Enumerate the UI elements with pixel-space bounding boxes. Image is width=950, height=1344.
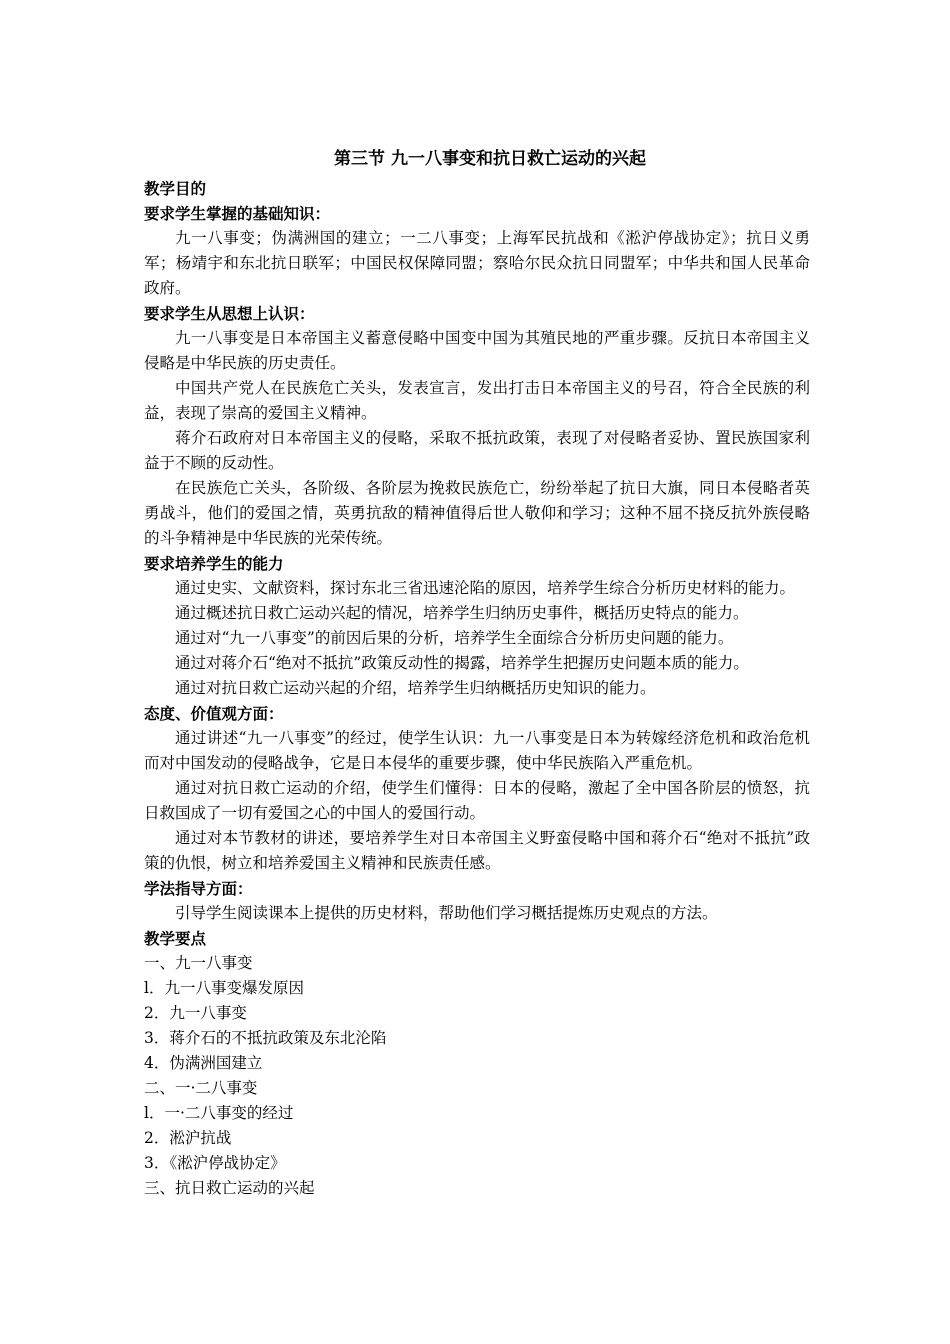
paragraph: 蒋介石政府对日本帝国主义的侵略，采取不抵抗政策，表现了对侵略者妥协、置民族国家利益于不顾的反动性。	[144, 429, 810, 472]
subheading-basic-knowledge: 要求学生掌握的基础知识：	[144, 204, 331, 223]
subheading-ideological-understanding: 要求学生从思想上认识：	[144, 304, 315, 323]
paragraph: 九一八事变；伪满洲国的建立；一二八事变；上海军民抗战和《淞沪停战协定》；抗日义勇军；杨靖宇和东北抗日联军；中国民权保障同盟；察哈尔民众抗日同盟军；中华共和国人民革命政府。	[144, 229, 810, 297]
paragraph: 引导学生阅读课本上提供的历史材料，帮助他们学习概括提炼历史观点的方法。	[175, 904, 718, 922]
document-body	[144, 146, 810, 1201]
outline-item: 二、一·二八事变	[144, 1079, 258, 1097]
outline-item: 3．蒋介石的不抵抗政策及东北沦陷	[144, 1029, 387, 1047]
document-title: 第三节 九一八事变和抗日救亡运动的兴起	[334, 149, 646, 169]
paragraph: 通过概述抗日救亡运动兴起的情况，培养学生归纳历史事件，概括历史特点的能力。	[175, 604, 749, 622]
paragraph: 通过史实、文献资料，探讨东北三省迅速沦陷的原因，培养学生综合分析历史材料的能力。	[175, 579, 796, 597]
paragraph: 通过对抗日救亡运动兴起的介绍，培养学生归纳概括历史知识的能力。	[175, 679, 656, 697]
paragraph: 在民族危亡关头，各阶级、各阶层为挽救民族危亡，纷纷举起了抗日大旗，同日本侵略者英勇战斗，他们的爱国之情，英勇抗敌的精神值得后世人敬仰和学习；这种不屈不挠反抗外族侵略的斗争精神是中华民族的光荣传统。	[144, 479, 810, 547]
section-heading-teaching-goals: 教学目的	[144, 179, 207, 198]
outline-item: l．一·二八事变的经过	[144, 1104, 294, 1122]
subheading-attitudes-values: 态度、价值观方面：	[144, 704, 284, 723]
outline-item: 3．《淞沪停战协定》	[144, 1154, 286, 1172]
outline-item: 2．淞沪抗战	[144, 1129, 232, 1147]
outline-item: 三、抗日救亡运动的兴起	[144, 1179, 315, 1197]
outline-item: 一、九一八事变	[144, 954, 253, 972]
paragraph: 通过讲述“九一八事变”的经过，使学生认识：九一八事变是日本为转嫁经济危机和政治危机而对中国发动的侵略战争，它是日本侵华的重要步骤，使中华民族陷入严重危机。	[144, 729, 810, 772]
subheading-abilities: 要求培养学生的能力	[144, 554, 284, 573]
outline-item: l．九一八事变爆发原因	[144, 979, 304, 997]
paragraph: 通过对蒋介石“绝对不抵抗”政策反动性的揭露，培养学生把握历史问题本质的能力。	[175, 654, 749, 672]
paragraph: 通过对抗日救亡运动的介绍，使学生们懂得：日本的侵略，激起了全中国各阶层的愤怒，抗日救国成了一切有爱国之心的中国人的爱国行动。	[144, 779, 810, 822]
outline-item: 2．九一八事变	[144, 1004, 247, 1022]
paragraph: 九一八事变是日本帝国主义蓄意侵略中国变中国为其殖民地的严重步骤。反抗日本帝国主义侵略是中华民族的历史责任。	[144, 329, 810, 372]
section-heading-key-points: 教学要点	[144, 929, 207, 948]
subheading-study-methods: 学法指导方面：	[144, 879, 253, 898]
paragraph: 通过对本节教材的讲述，要培养学生对日本帝国主义野蛮侵略中国和蒋介石“绝对不抵抗”政策的仇恨，树立和培养爱国主义精神和民族责任感。	[144, 829, 810, 872]
outline-item: 4．伪满洲国建立	[144, 1054, 263, 1072]
paragraph: 通过对“九一八事变”的前因后果的分析，培养学生全面综合分析历史问题的能力。	[175, 629, 734, 647]
paragraph: 中国共产党人在民族危亡关头，发表宣言，发出打击日本帝国主义的号召，符合全民族的利益，表现了崇高的爱国主义精神。	[144, 379, 810, 422]
